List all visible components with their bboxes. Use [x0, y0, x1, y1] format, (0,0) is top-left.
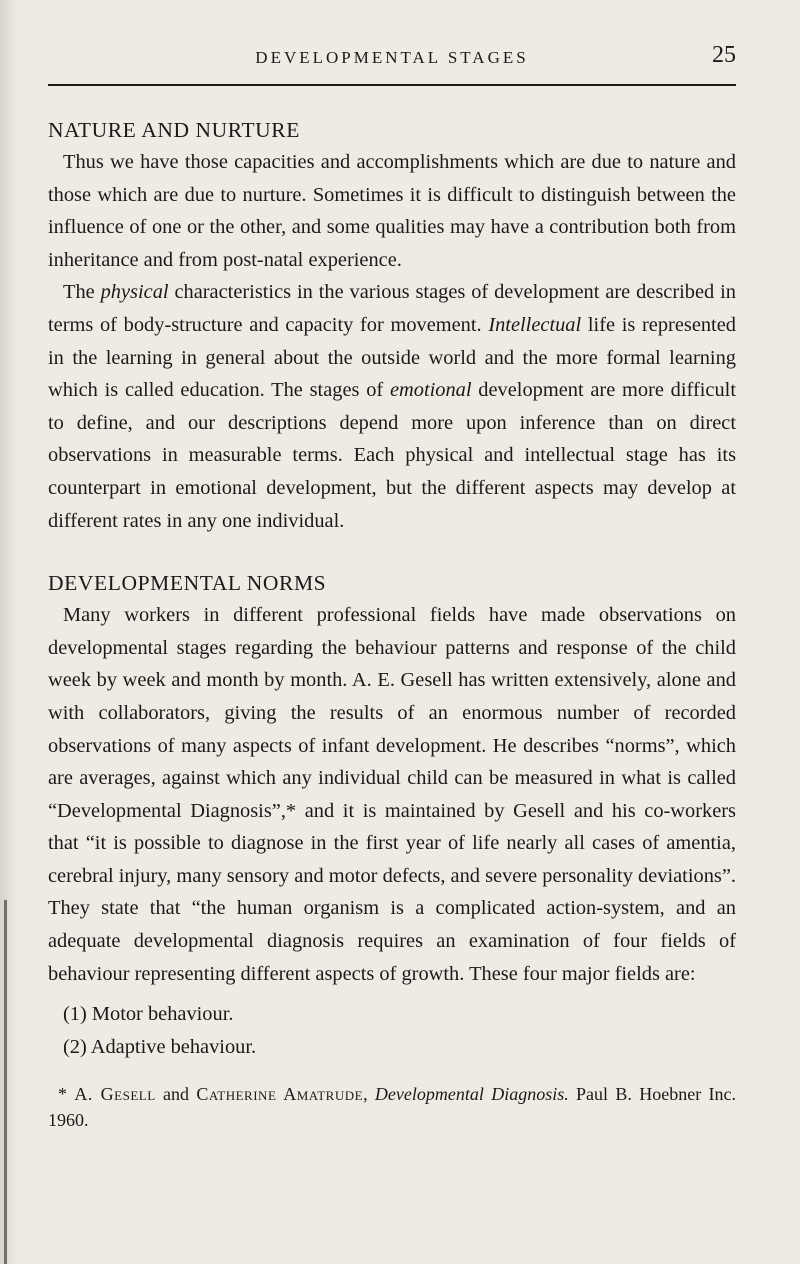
text-run: characteristics in the various stages of development are described in terms of body-structure and capacity for movement. — [48, 281, 736, 336]
page-body — [48, 114, 736, 1133]
paragraph-nature-nurture-2 — [48, 276, 736, 537]
emphasis-physical: physical — [100, 281, 169, 304]
text-run: life is represented in the learning in general about the outside world and the more formal learning which is called education. The stages of — [48, 313, 736, 402]
paragraph-nature-nurture-1: Thus we have those capacities and accomplishments which are due to nature and those which are due to nurture. Sometimes it is difficult to distinguish between the influence of one or the other, and some qualities may have a contribution both from inheritance and from post-natal experience. — [48, 151, 736, 271]
list-item: (2) Adaptive behaviour. — [63, 1035, 257, 1058]
running-head: DEVELOPMENTAL STAGES — [255, 48, 529, 67]
footnote-book-title: Developmental Diagnosis. — [374, 1084, 569, 1105]
page-edge-shadow — [0, 0, 18, 1264]
list-item: (1) Motor behaviour. — [63, 1003, 234, 1026]
footnote-author: Catherine Amatrude — [196, 1084, 364, 1105]
footnote-publisher: Paul B. Hoebner Inc. 1960. — [48, 1084, 737, 1131]
text-run: and — [155, 1084, 197, 1105]
header-rule — [48, 84, 736, 86]
text-run: development are more difficult to define, and our descriptions depend more upon inference than on direct observations in measurable terms. Each physical and intellectual stage has its counterpart in emotional development, but the different aspects may develop at different rates in any one individual. — [48, 379, 737, 532]
behaviour-fields-list — [48, 998, 736, 1063]
footnote-author: A. Gesell — [74, 1084, 156, 1105]
text-run: , — [363, 1084, 375, 1105]
page-header — [48, 42, 736, 78]
footnote — [48, 1081, 736, 1133]
paragraph-developmental-norms: Many workers in different professional fields have made observations on developmental stages regarding the behaviour patterns and response of the child week by week and month by month. A. E. Gesell has written extensively, alone and with collaborators, giving the results of an enormous number of recorded observations of many aspects of infant development. He describes “norms”, which are averages, against which any individual child can be measured in what is called “Developmental Diagnosis”,* and it is maintained by Gesell and his co-workers that “it is possible to diagnose in the first year of life nearly all cases of amentia, cerebral injury, many sensory and motor defects, and severe personality deviations”. They state that “the human organism is a complicated action-system, and an adequate developmental diagnosis requires an examination of four fields of behaviour representing different aspects of growth. These four major fields are: — [48, 604, 736, 985]
footnote-marker: * — [58, 1084, 75, 1105]
section-spacer — [48, 537, 736, 567]
page-number: 25 — [712, 42, 736, 68]
emphasis-intellectual: Intellectual — [488, 313, 582, 336]
emphasis-emotional: emotional — [389, 379, 472, 402]
binding-gutter-line — [4, 900, 7, 1264]
section-heading-nature-nurture: NATURE AND NURTURE — [48, 118, 300, 142]
section-heading-developmental-norms: DEVELOPMENTAL NORMS — [48, 571, 327, 596]
text-run: The — [63, 281, 101, 304]
